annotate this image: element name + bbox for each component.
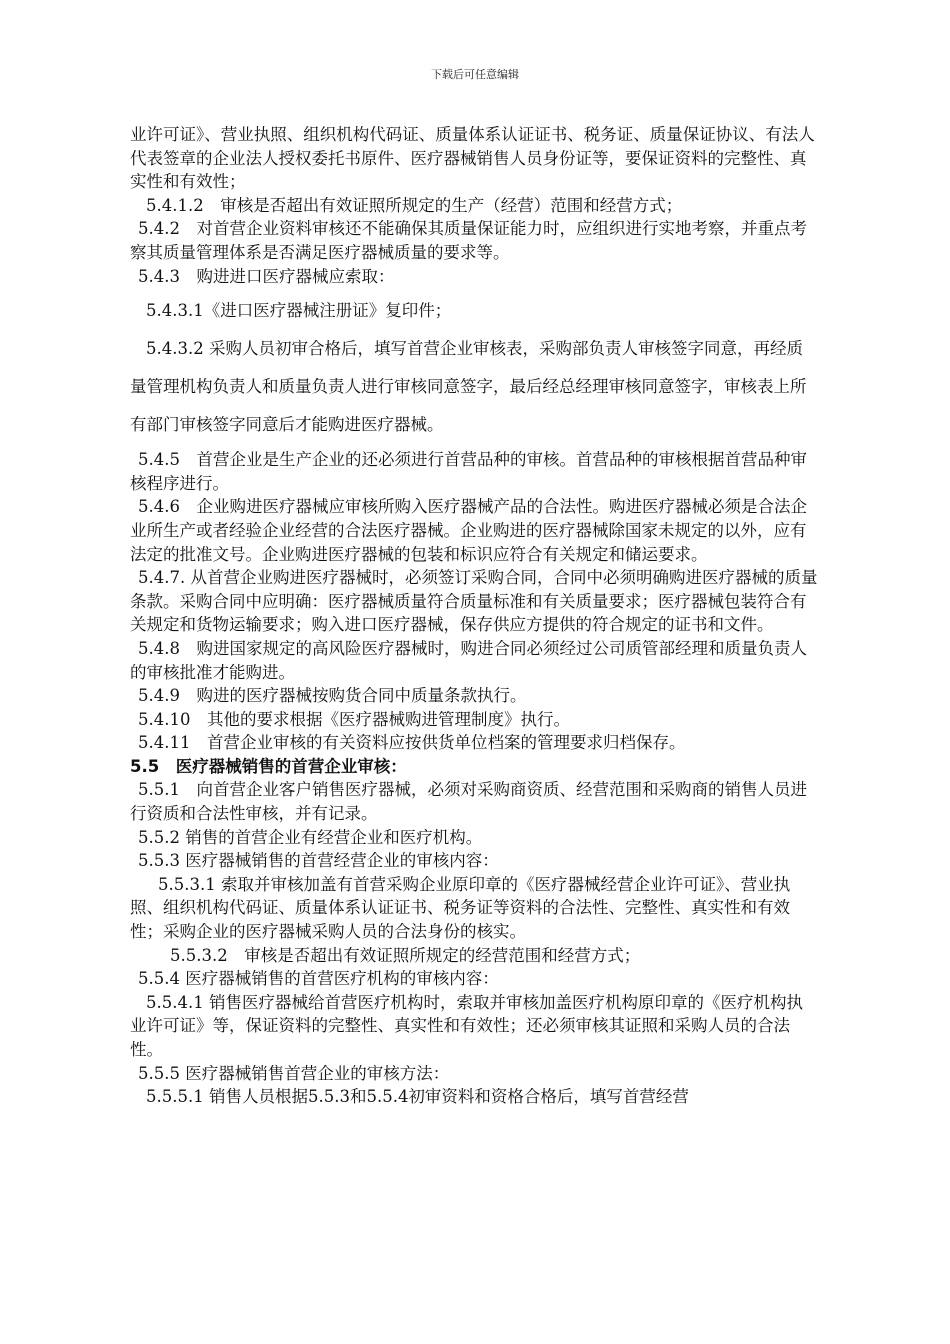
paragraph: 5.5.4.1 销售医疗器械给首营医疗机构时，索取并审核加盖医疗机构原印章的《医疗机构执业许可证》等，保证资料的完整性、真实性和有效性；还必须审核其证照和采购人员的合法性。 — [130, 992, 803, 1059]
paragraph: 5.4.8 购进国家规定的高风险医疗器械时，购进合同必须经过公司质管部经理和质量负责人的审核批准才能购进。 — [130, 638, 807, 682]
paragraph: 5.4.1.2 审核是否超出有效证照所规定的生产（经营）范围和经营方式； — [146, 195, 683, 215]
paragraph: 5.5.2 销售的首营企业有经营企业和医疗机构。 — [138, 827, 483, 847]
paragraph: 5.5.3.1 索取并审核加盖有首营采购企业原印章的《医疗器械经营企业许可证》、营业执照、组织机构代码证、质量体系认证证书、税务证等资料的合法性、完整性、真实性和有效性；采购企业的医疗器械采购人员的合法身份的核实。 — [130, 874, 791, 942]
paragraph: 5.4.2 对首营企业资料审核还不能确保其质量保证能力时，应组织进行实地考察，并重点考察其质量管理体系是否满足医疗器械质量的要求等。 — [130, 219, 807, 262]
paragraph: 5.5.3 医疗器械销售的首营经营企业的审核内容： — [138, 851, 499, 871]
document-body — [130, 123, 818, 1109]
paragraph: 5.4.3.1《进口医疗器械注册证》复印件； — [146, 301, 452, 321]
paragraph: 5.5 医疗器械销售的首营企业审核： — [130, 756, 407, 776]
paragraph: 5.5.5 医疗器械销售首营企业的审核方法： — [138, 1063, 450, 1083]
paragraph: 5.4.6 企业购进医疗器械应审核所购入医疗器械产品的合法性。购进医疗器械必须是合法企业所生产或者经验企业经营的合法医疗器械。企业购进的医疗器械除国家未规定的以外，应有法定的批准文号。企业购进医疗器械的包装和标识应符合有关规定和储运要求。 — [130, 497, 807, 564]
page-header: 下载后可任意编辑 — [431, 68, 519, 81]
paragraph: 5.5.5.1 销售人员根据5.5.3和5.5.4初审资料和资格合格后，填写首营经营 — [146, 1087, 689, 1107]
paragraph: 业许可证》、营业执照、组织机构代码证、质量体系认证证书、税务证、质量保证协议、有法人代表签章的企业法人授权委托书原件、医疗器械销售人员身份证等，要保证资料的完整性、真实性和有效性； — [130, 125, 815, 192]
paragraph: 5.4.3 购进进口医疗器械应索取： — [138, 266, 395, 286]
paragraph: 5.4.11 首营企业审核的有关资料应按供货单位档案的管理要求归档保存。 — [138, 733, 686, 753]
paragraph: 5.4.10 其他的要求根据《医疗器械购进管理制度》执行。 — [138, 709, 570, 729]
paragraph: 5.5.3.2 审核是否超出有效证照所规定的经营范围和经营方式； — [170, 945, 641, 965]
paragraph: 5.5.1 向首营企业客户销售医疗器械，必须对采购商资质、经营范围和采购商的销售人员进行资质和合法性审核，并有记录。 — [130, 780, 807, 824]
paragraph: 5.4.5 首营企业是生产企业的还必须进行首营品种的审核。首营品种的审核根据首营品种审核程序进行。 — [130, 450, 807, 493]
paragraph: 5.4.3.2 采购人员初审合格后，填写首营企业审核表，采购部负责人审核签字同意，再经质量管理机构负责人和质量负责人进行审核同意签字，最后经总经理审核同意签字，审核表上所有部门审核签字同意后才能购进医疗器械。 — [130, 339, 807, 435]
paragraph: 5.5.4 医疗器械销售的首营医疗机构的审核内容： — [138, 969, 499, 989]
paragraph: 5.4.9 购进的医疗器械按购货合同中质量条款执行。 — [138, 686, 527, 706]
paragraph: 5.4.7. 从首营企业购进医疗器械时，必须签订采购合同，合同中必须明确购进医疗器械的质量条款。采购合同中应明确：医疗器械质量符合质量标准和有关质量要求；医疗器械包装符合有关规定和货物运输要求；购入进口医疗器械，保存供应方提供的符合规定的证书和文件。 — [130, 568, 818, 635]
